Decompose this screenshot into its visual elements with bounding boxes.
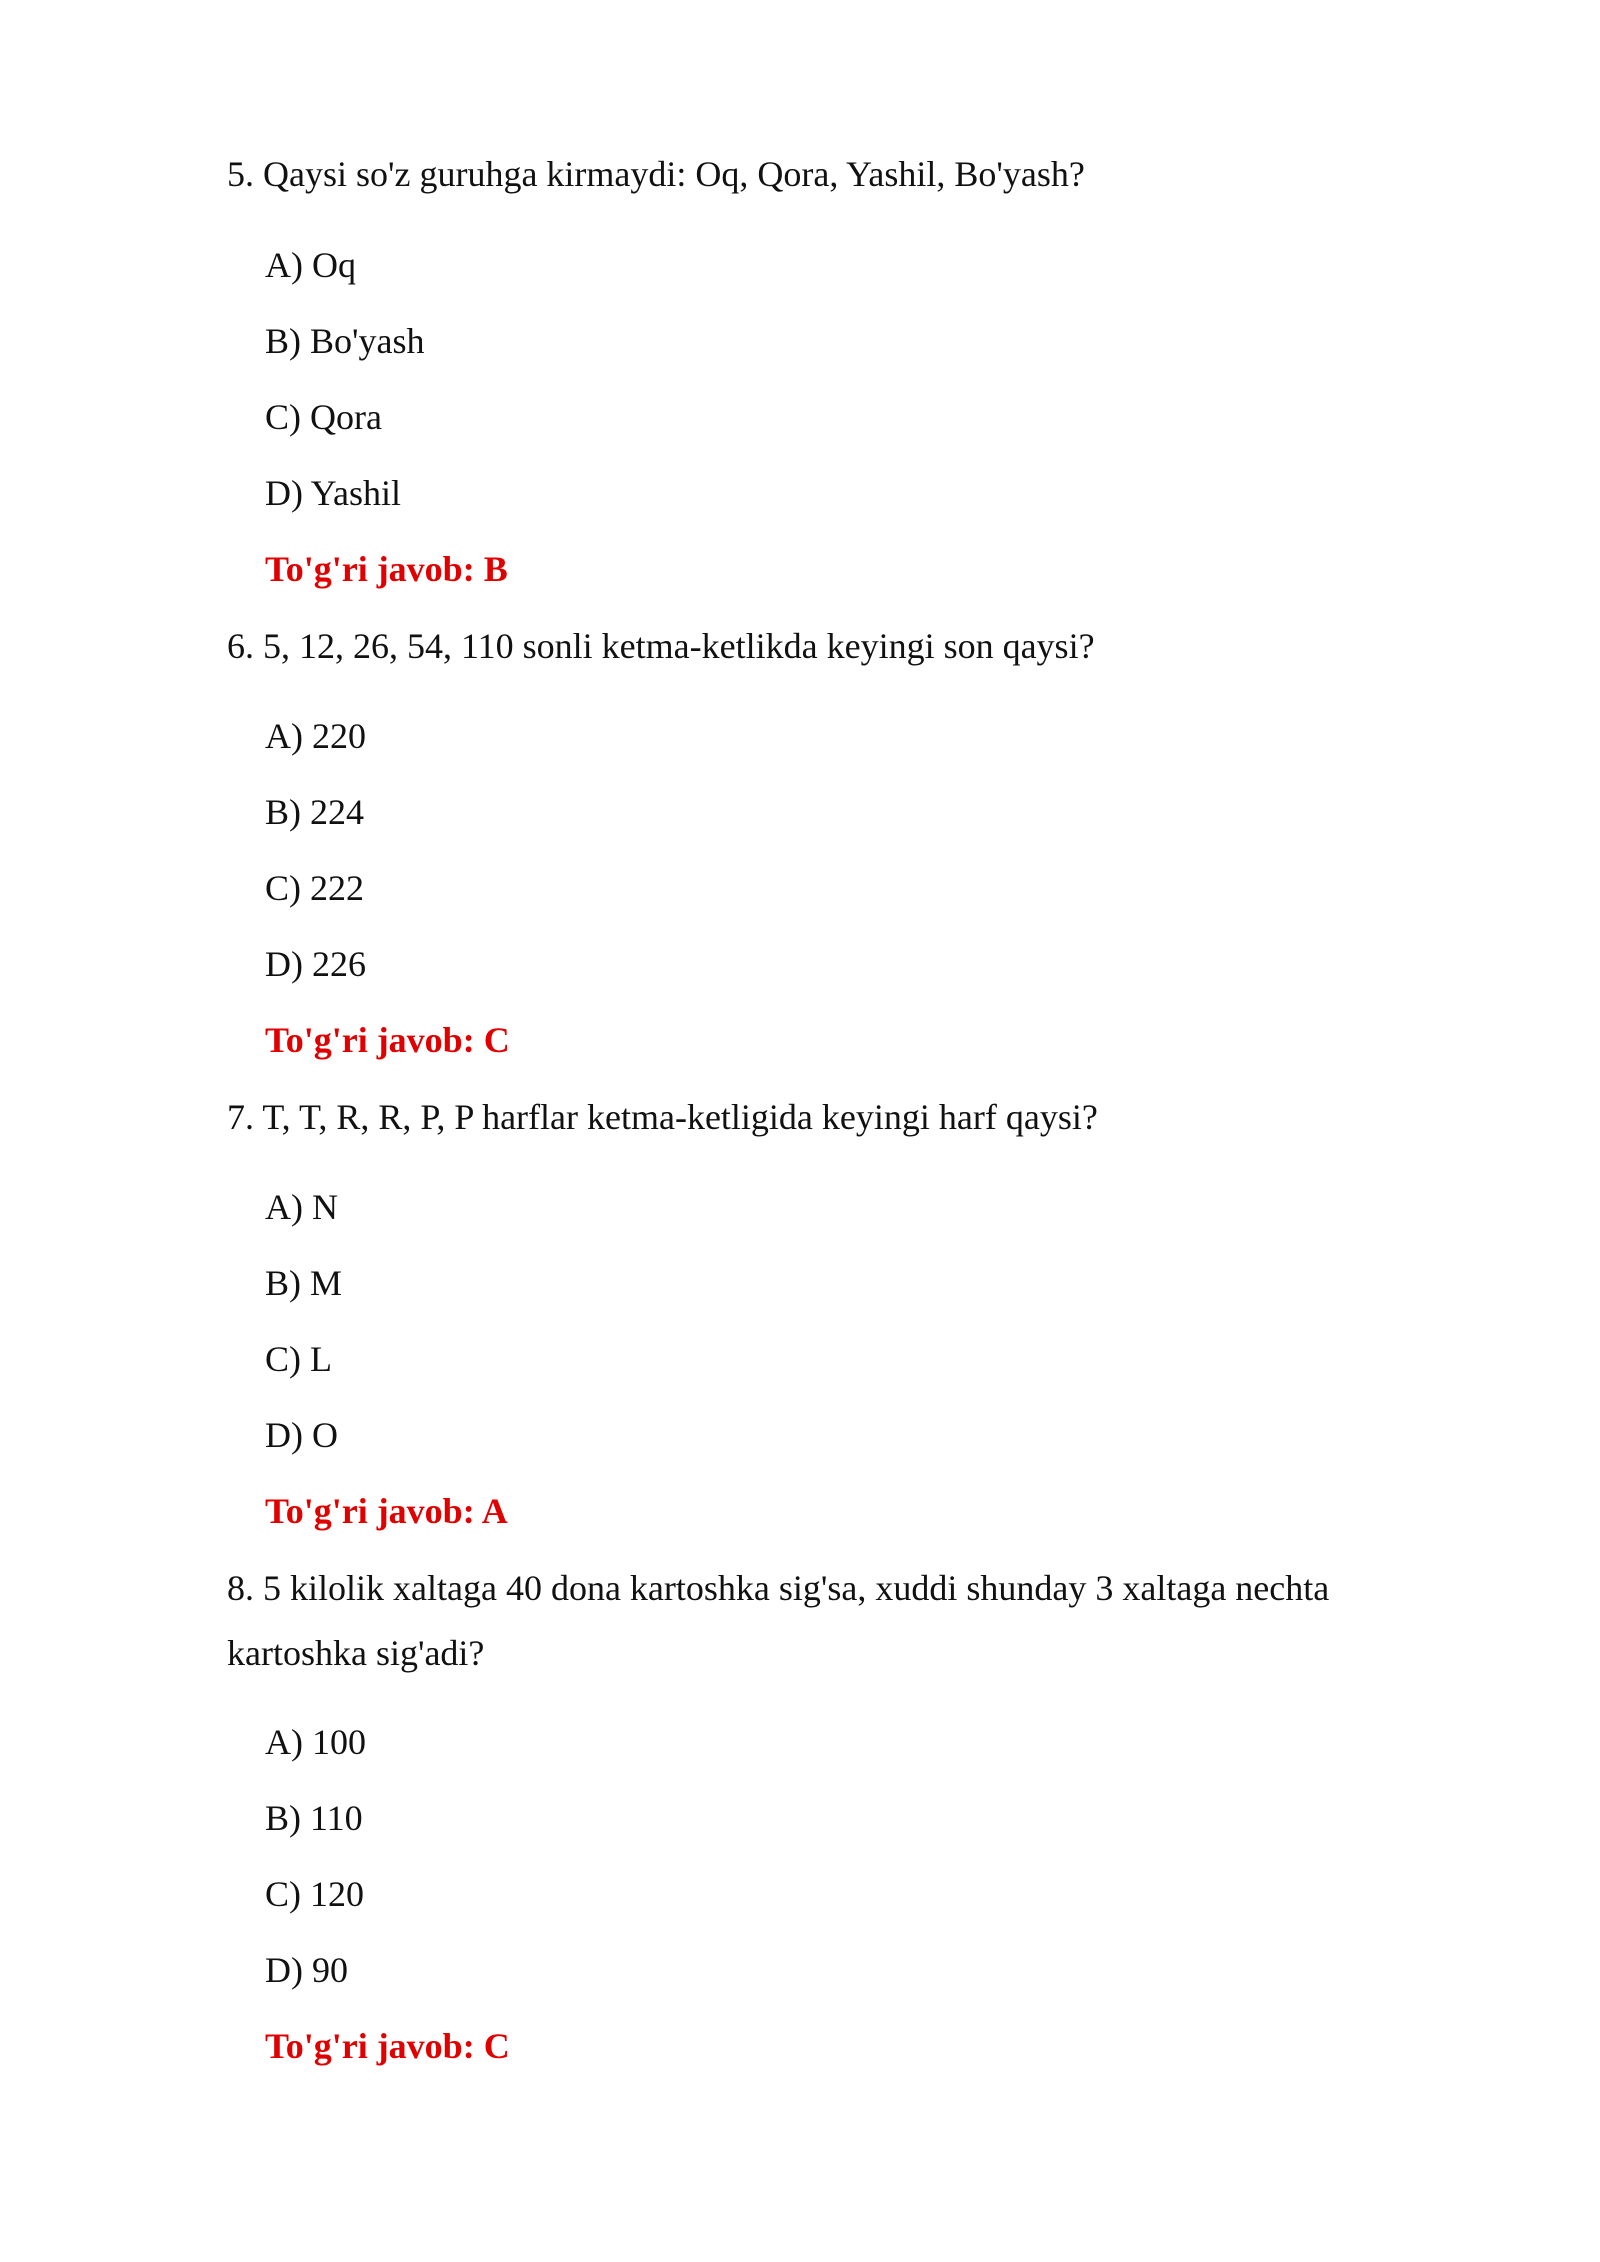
question-8-correct-answer: To'g'ri javob: C [265,2026,510,2066]
question-8-option-b: B) 110 [265,1798,363,1838]
question-5-correct-answer: To'g'ri javob: B [265,549,508,589]
question-5: 5. Qaysi so'z guruhga kirmaydi: Oq, Qora, Yashil, Bo'yash? [227,154,1085,194]
question-7-option-a: A) N [265,1187,338,1227]
question-6-option-d: D) 226 [265,944,366,984]
question-8: 8. 5 kilolik xaltaga 40 dona kartoshka sig'sa, xuddi shunday 3 xaltaga nechta kartoshka sig'adi? [227,1568,1330,1673]
question-5-option-c: C) Qora [265,397,382,437]
question-6-option-a: A) 220 [265,716,366,756]
question-8-option-c: C) 120 [265,1874,364,1914]
question-6-option-b: B) 224 [265,792,364,832]
question-7-option-d: D) O [265,1415,338,1455]
question-6: 6. 5, 12, 26, 54, 110 sonli ketma-ketlikda keyingi son qaysi? [227,626,1095,666]
question-6-correct-answer: To'g'ri javob: C [265,1020,510,1060]
question-6-option-c: C) 222 [265,868,364,908]
question-7-option-c: C) L [265,1339,332,1379]
question-5-option-d: D) Yashil [265,473,402,513]
question-5-option-b: B) Bo'yash [265,321,425,361]
question-7-correct-answer: To'g'ri javob: A [265,1491,508,1531]
question-5-option-a: A) Oq [265,245,356,285]
question-8-option-a: A) 100 [265,1722,366,1762]
question-7: 7. T, T, R, R, P, P harflar ketma-ketligida keyingi harf qaysi? [227,1097,1098,1137]
question-7-option-b: B) M [265,1263,343,1303]
question-8-option-d: D) 90 [265,1950,348,1990]
